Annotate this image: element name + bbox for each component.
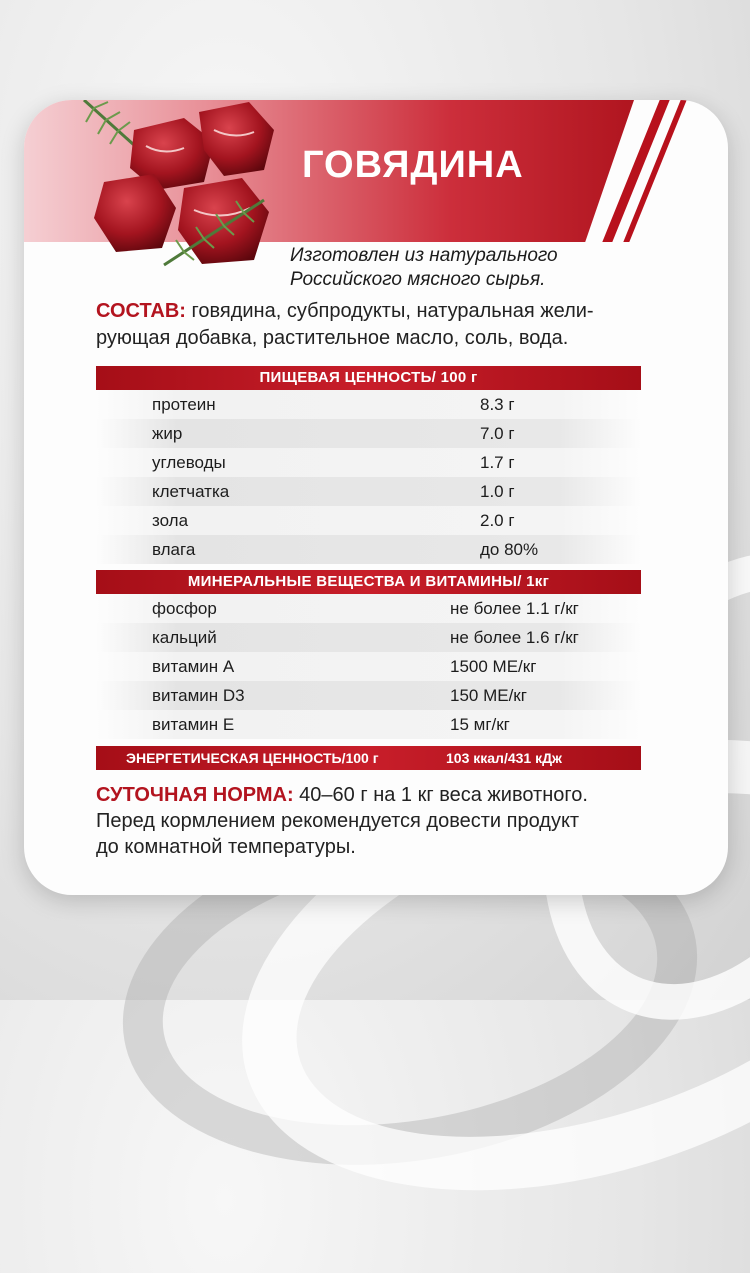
minerals-header: МИНЕРАЛЬНЫЕ ВЕЩЕСТВА И ВИТАМИНЫ/ 1кг [96,570,641,594]
energy-bar [96,746,641,770]
minerals-table [96,570,641,739]
table-row: влага до 80% [96,535,641,564]
table-row: протеин 8.3 г [96,390,641,419]
nutrition-header: ПИЩЕВАЯ ЦЕННОСТЬ/ 100 г [96,366,641,390]
composition: СОСТАВ: говядина, субпродукты, натуральная жели- рующая добавка, растительное масло, соль, вода. [96,300,594,349]
table-row: витамин D3 150 МЕ/кг [96,681,641,710]
table-row: кальций не более 1.6 г/кг [96,623,641,652]
table-row: витамин А 1500 МЕ/кг [96,652,641,681]
daily-norm-label: СУТОЧНАЯ НОРМА: [96,784,294,806]
label-card [24,100,728,895]
meat-illustration [64,100,314,275]
table-row: углеводы 1.7 г [96,448,641,477]
product-title: ГОВЯДИНА [302,144,524,186]
table-row: фосфор не более 1.1 г/кг [96,594,641,623]
energy-value: 103 ккал/431 кДж [446,750,562,766]
composition-label: СОСТАВ: [96,300,186,322]
table-row: витамин Е 15 мг/кг [96,710,641,739]
table-row: клетчатка 1.0 г [96,477,641,506]
origin-note: Изготовлен из натурального Российского мясного сырья. [290,245,558,290]
table-row: зола 2.0 г [96,506,641,535]
daily-norm: СУТОЧНАЯ НОРМА: 40–60 г на 1 кг веса животного. Перед кормлением рекомендуется довести продукт до комнатной температуры. [96,784,588,858]
table-row: жир 7.0 г [96,419,641,448]
energy-label: ЭНЕРГЕТИЧЕСКАЯ ЦЕННОСТЬ/100 г [126,750,379,766]
nutrition-table [96,366,641,564]
